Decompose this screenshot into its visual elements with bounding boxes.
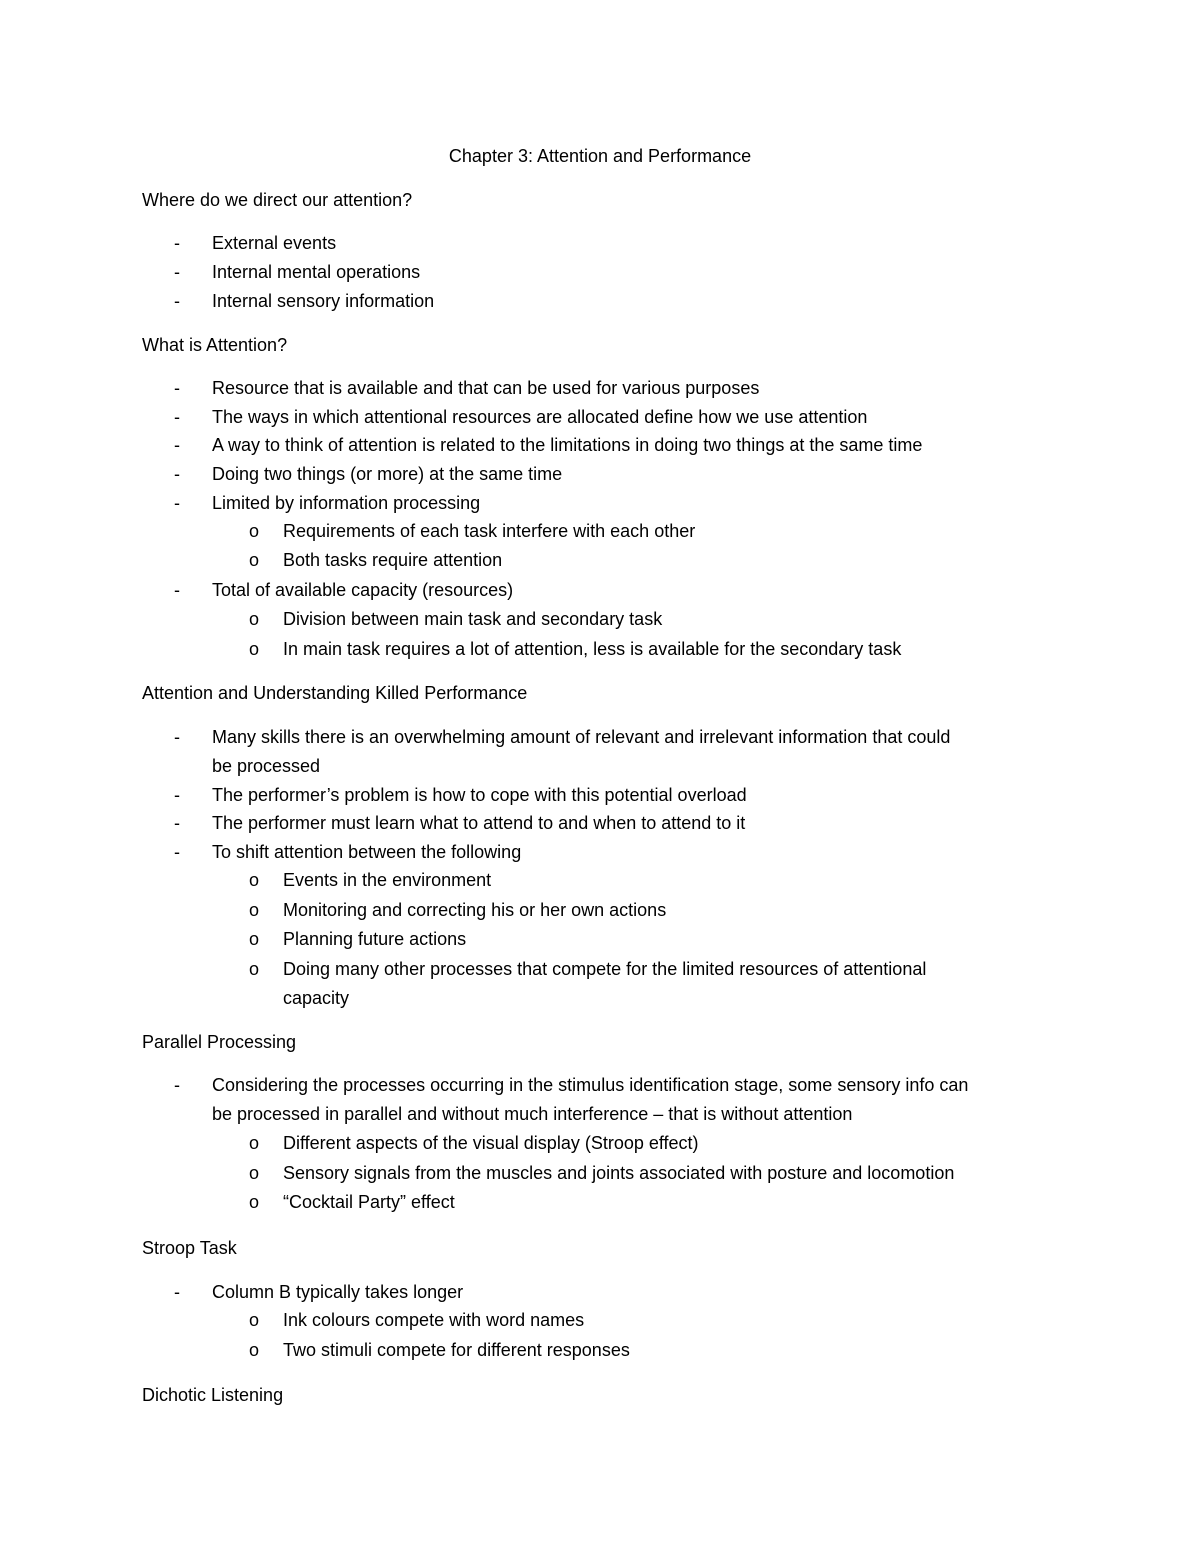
- dash-bullet: -: [174, 1075, 180, 1095]
- list-item-text: Division between main task and secondary task: [283, 609, 663, 629]
- list-item-text: Considering the processes occurring in the stimulus identification stage, some sensory info can: [212, 1075, 969, 1095]
- dash-bullet: -: [174, 407, 180, 427]
- page-title: Chapter 3: Attention and Performance: [448, 146, 752, 166]
- dash-bullet: -: [174, 842, 180, 862]
- section-heading: What is Attention?: [142, 335, 288, 355]
- dash-bullet: -: [174, 378, 180, 398]
- list-item-text: capacity: [283, 988, 350, 1008]
- section-heading: Stroop Task: [142, 1238, 237, 1258]
- section-heading: Where do we direct our attention?: [142, 190, 413, 210]
- circle-bullet: o: [249, 1310, 260, 1330]
- list-item-text: Column B typically takes longer: [212, 1282, 464, 1302]
- list-item-text: External events: [212, 233, 337, 253]
- circle-bullet: o: [249, 929, 260, 949]
- list-item-text: In main task requires a lot of attention, less is available for the secondary task: [283, 639, 902, 659]
- list-item-text: To shift attention between the following: [212, 842, 522, 862]
- circle-bullet: o: [249, 1163, 260, 1183]
- dash-bullet: -: [174, 435, 180, 455]
- list-item-text: Internal sensory information: [212, 291, 435, 311]
- list-item-text: Requirements of each task interfere with each other: [283, 521, 696, 541]
- dash-bullet: -: [174, 262, 180, 282]
- list-item-text: Many skills there is an overwhelming amount of relevant and irrelevant information that could: [212, 727, 951, 747]
- list-item-text: Events in the environment: [283, 870, 492, 890]
- list-item-text: Different aspects of the visual display (Stroop effect): [283, 1133, 699, 1153]
- circle-bullet: o: [249, 959, 260, 979]
- section-heading: Attention and Understanding Killed Performance: [142, 683, 528, 703]
- list-item-text: The ways in which attentional resources are allocated define how we use attention: [212, 407, 868, 427]
- list-item-text: Total of available capacity (resources): [212, 580, 514, 600]
- dash-bullet: -: [174, 464, 180, 484]
- list-item-text: The performer must learn what to attend to and when to attend to it: [212, 813, 746, 833]
- circle-bullet: o: [249, 521, 260, 541]
- dash-bullet: -: [174, 1282, 180, 1302]
- circle-bullet: o: [249, 1192, 260, 1212]
- section-heading: Parallel Processing: [142, 1032, 297, 1052]
- list-item-text: Two stimuli compete for different responses: [283, 1340, 630, 1360]
- list-item-text: Doing two things (or more) at the same time: [212, 464, 563, 484]
- list-item-text: A way to think of attention is related to the limitations in doing two things at the same time: [212, 435, 923, 455]
- circle-bullet: o: [249, 550, 260, 570]
- dash-bullet: -: [174, 291, 180, 311]
- list-item-text: “Cocktail Party” effect: [283, 1192, 455, 1212]
- dash-bullet: -: [174, 233, 180, 253]
- circle-bullet: o: [249, 870, 260, 890]
- dash-bullet: -: [174, 813, 180, 833]
- list-item-text: Sensory signals from the muscles and joints associated with posture and locomotion: [283, 1163, 955, 1183]
- list-item-text: Internal mental operations: [212, 262, 421, 282]
- circle-bullet: o: [249, 609, 260, 629]
- dash-bullet: -: [174, 580, 180, 600]
- circle-bullet: o: [249, 1133, 260, 1153]
- list-item-text: Planning future actions: [283, 929, 467, 949]
- list-item-text: be processed in parallel and without much interference – that is without attention: [212, 1104, 853, 1124]
- section-heading: Dichotic Listening: [142, 1385, 284, 1405]
- list-item-text: Both tasks require attention: [283, 550, 503, 570]
- circle-bullet: o: [249, 900, 260, 920]
- list-item-text: The performer’s problem is how to cope with this potential overload: [212, 785, 747, 805]
- list-item-text: Resource that is available and that can be used for various purposes: [212, 378, 760, 398]
- circle-bullet: o: [249, 1340, 260, 1360]
- list-item-text: Doing many other processes that compete for the limited resources of attentional: [283, 959, 927, 979]
- list-item-text: be processed: [212, 756, 321, 776]
- dash-bullet: -: [174, 785, 180, 805]
- dash-bullet: -: [174, 493, 180, 513]
- list-item-text: Limited by information processing: [212, 493, 481, 513]
- dash-bullet: -: [174, 727, 180, 747]
- list-item-text: Monitoring and correcting his or her own actions: [283, 900, 667, 920]
- list-item-text: Ink colours compete with word names: [283, 1310, 585, 1330]
- circle-bullet: o: [249, 639, 260, 659]
